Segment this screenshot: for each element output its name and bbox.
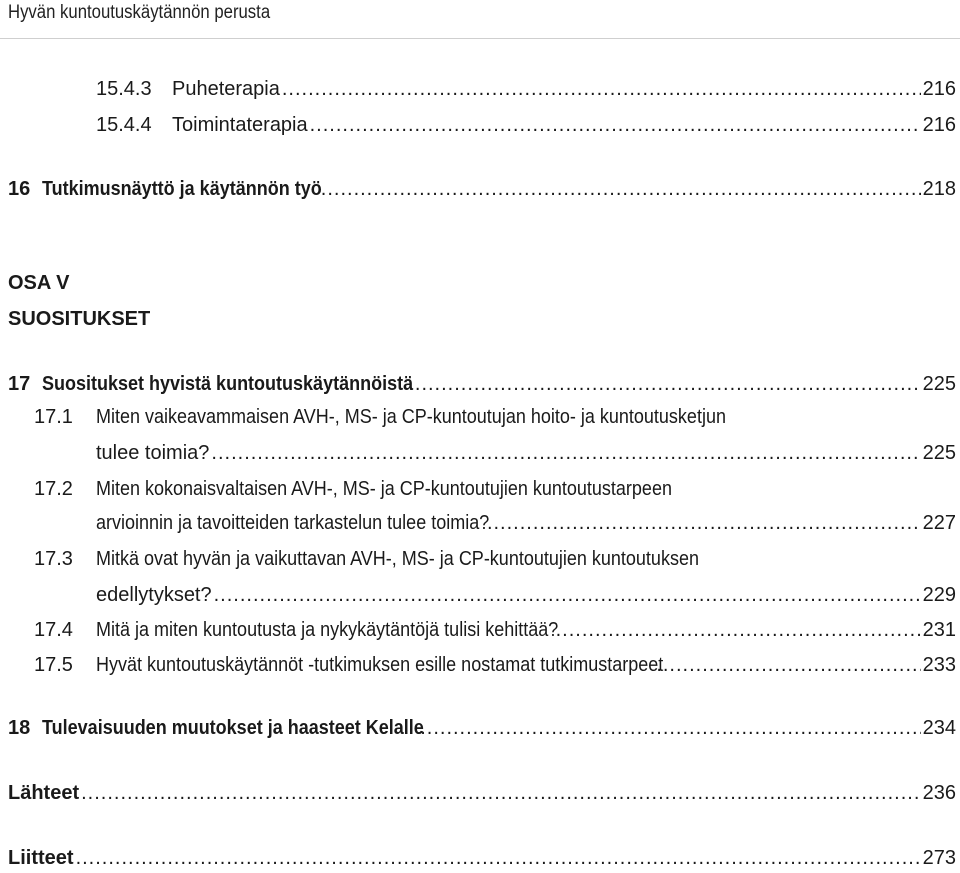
toc-entry-lahteet[interactable] xyxy=(8,780,956,806)
toc-dot-leader xyxy=(214,582,921,608)
toc-dot-leader xyxy=(321,176,921,202)
toc-entry-number: 16 xyxy=(8,178,31,200)
toc-entry-17-2-number: 17.2 xyxy=(34,478,73,500)
toc-entry-title-line2: tulee toimia? xyxy=(96,442,210,464)
toc-dot-leader xyxy=(487,510,921,536)
toc-entry-15-4-4[interactable] xyxy=(96,112,956,138)
toc-entry-17-1-number: 17.1 xyxy=(34,406,73,428)
toc-dot-leader xyxy=(420,715,920,741)
toc-entry-number: 15.4.4 xyxy=(96,114,152,136)
toc-entry-16[interactable] xyxy=(8,176,956,202)
toc-entry-title: Toimintaterapia xyxy=(172,114,308,136)
toc-entry-15-4-3[interactable] xyxy=(96,76,956,102)
toc-page-number: 233 xyxy=(922,654,956,676)
toc-entry-title-line2: edellytykset? xyxy=(96,584,212,606)
toc-dot-leader xyxy=(408,371,920,397)
toc-dot-leader xyxy=(556,617,921,643)
toc-page-number: 216 xyxy=(922,78,956,100)
toc-entry-17-5[interactable] xyxy=(96,652,956,678)
toc-entry-title: Puheterapia xyxy=(172,78,280,100)
toc-entry-17-1-title-line1[interactable]: Miten vaikeavammaisen AVH-, MS- ja CP-kuntoutujan hoito- ja kuntoutusketjun xyxy=(96,406,726,428)
toc-entry-17-1[interactable] xyxy=(96,440,956,466)
toc-entry-title-line2: arvioinnin ja tavoitteiden tarkastelun tulee toimia? xyxy=(96,512,490,534)
toc-entry-title: Liitteet xyxy=(8,847,74,869)
toc-dot-leader xyxy=(656,652,920,678)
toc-page-number: 273 xyxy=(922,847,956,869)
toc-entry-title: Hyvät kuntoutuskäytännöt -tutkimuksen esille nostamat tutkimustarpeet xyxy=(96,654,664,676)
toc-dot-leader xyxy=(310,112,921,138)
toc-entry-17-5-number: 17.5 xyxy=(34,654,73,676)
toc-page-number: 227 xyxy=(922,512,956,534)
toc-entry-title: Mitä ja miten kuntoutusta ja nykykäytäntöjä tulisi kehittää? xyxy=(96,619,559,641)
toc-dot-leader xyxy=(282,76,921,102)
toc-page-number: 216 xyxy=(922,114,956,136)
toc-entry-17-4[interactable] xyxy=(96,617,956,643)
toc-dot-leader xyxy=(211,440,920,466)
part-title: SUOSITUKSET xyxy=(8,308,151,330)
toc-entry-title: Tulevaisuuden muutokset ja haasteet Kelalle xyxy=(42,717,424,739)
toc-page-number: 225 xyxy=(922,373,956,395)
toc-dot-leader xyxy=(76,845,921,871)
toc-entry-17[interactable] xyxy=(8,371,956,397)
toc-dot-leader xyxy=(81,780,921,806)
part-label: OSA V xyxy=(8,272,70,294)
toc-page-number: 225 xyxy=(922,442,956,464)
running-header: Hyvän kuntoutuskäytännön perusta xyxy=(8,2,271,23)
toc-page-number: 236 xyxy=(922,782,956,804)
toc-entry-title: Lähteet xyxy=(8,782,80,804)
toc-entry-liitteet[interactable] xyxy=(8,845,956,871)
toc-entry-title: Suositukset hyvistä kuntoutuskäytännöistä xyxy=(42,373,414,395)
toc-page-number: 218 xyxy=(922,178,956,200)
toc-page-number: 234 xyxy=(922,717,956,739)
toc-entry-17-4-number: 17.4 xyxy=(34,619,73,641)
toc-entry-18[interactable] xyxy=(8,715,956,741)
header-rule xyxy=(0,38,960,39)
toc-entry-17-3[interactable] xyxy=(96,582,956,608)
toc-entry-number: 15.4.3 xyxy=(96,78,152,100)
toc-entry-number: 17 xyxy=(8,373,31,395)
toc-entry-17-2[interactable] xyxy=(96,510,956,536)
toc-entry-number: 18 xyxy=(8,717,31,739)
toc-entry-17-3-title-line1[interactable]: Mitkä ovat hyvän ja vaikuttavan AVH-, MS- ja CP-kuntoutujien kuntoutuksen xyxy=(96,548,699,570)
toc-entry-17-3-number: 17.3 xyxy=(34,548,73,570)
toc-entry-title: Tutkimusnäyttö ja käytännön työ xyxy=(42,178,322,200)
toc-page-number: 231 xyxy=(922,619,956,641)
toc-page-number: 229 xyxy=(922,584,956,606)
toc-entry-17-2-title-line1[interactable]: Miten kokonaisvaltaisen AVH-, MS- ja CP-kuntoutujien kuntoutustarpeen xyxy=(96,478,672,500)
